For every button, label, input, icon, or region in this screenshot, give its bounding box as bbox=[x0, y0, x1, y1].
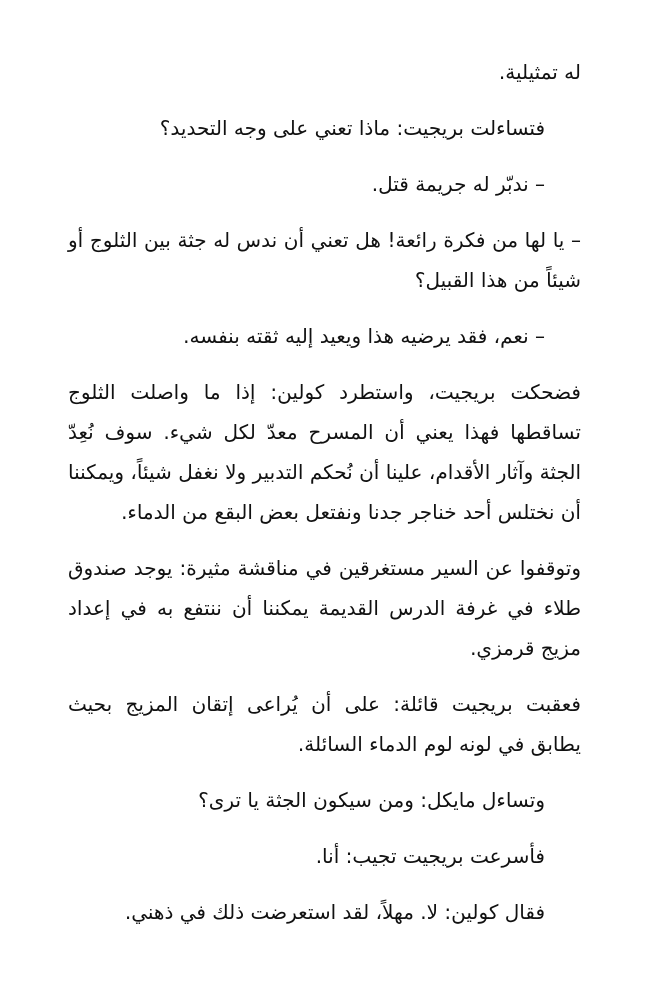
paragraph-7: وتوقفوا عن السير مستغرقين في مناقشة مثيرة: يوجد صندوق طلاء في غرفة الدرس القديمة يمكننا أن ننتفع به في إعداد مزيج قرمزي. bbox=[68, 556, 581, 660]
paragraph-11: فقال كولين: لا. مهلاً، لقد استعرضت ذلك في ذهني. bbox=[124, 900, 545, 924]
paragraph-5: – نعم، فقد يرضيه هذا ويعيد إليه ثقته بنفسه. bbox=[183, 324, 545, 348]
paragraph-9: وتساءل مايكل: ومن سيكون الجثة يا ترى؟ bbox=[198, 788, 545, 812]
paragraph-2: فتساءلت بريجيت: ماذا تعني على وجه التحديد؟ bbox=[159, 116, 545, 140]
paragraph-1: له تمثيلية. bbox=[498, 60, 581, 84]
paragraph-8: فعقبت بريجيت قائلة: على أن يُراعى إتقان المزيج بحيث يطابق في لونه لوم الدماء السائلة. bbox=[68, 692, 581, 756]
paragraph-10: فأسرعت بريجيت تجيب: أنا. bbox=[315, 844, 545, 868]
paragraph-4: – يا لها من فكرة رائعة! هل تعني أن ندس له جثة بين الثلوج أو شيئاً من هذا القبيل؟ bbox=[68, 228, 581, 292]
paragraph-6: فضحكت بريجيت، واستطرد كولين: إذا ما واصلت الثلوج تساقطها فهذا يعني أن المسرح معدّ لكل شيء. سوف نُعِدّ الجثة وآثار الأقدام، علينا أن نُحكم التدبير ولا نغفل شيئاً، ويمكننا أن نختلس أحد خناجر جدنا ونفتعل بعض البقع من الدماء. bbox=[68, 380, 581, 524]
paragraph-3: – ندبّر له جريمة قتل. bbox=[371, 172, 545, 196]
book-page bbox=[0, 52, 651, 948]
